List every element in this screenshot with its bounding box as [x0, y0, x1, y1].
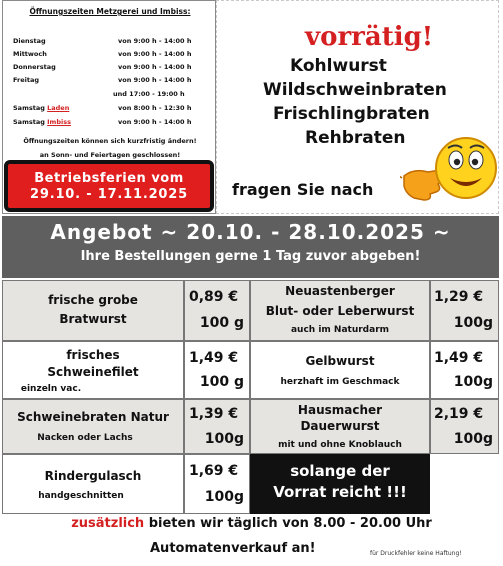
vending-machine-line: Automatenverkauf an! [150, 541, 316, 556]
offer-price-cell [430, 341, 499, 399]
hours-day-thursday: Donnerstag [13, 63, 56, 71]
offer-note: herzhaft im Geschmack [280, 377, 400, 387]
offer-note: handgeschnitten [38, 491, 124, 501]
offer-price: 1,69 € [189, 463, 239, 479]
offer-unit: 100 g [199, 374, 244, 390]
hours-day-wednesday: Mittwoch [13, 50, 47, 58]
hours-title: Öffnungszeiten Metzgerei und Imbiss: [29, 7, 191, 16]
misprint-disclaimer: für Druckfehler keine Haftung! [370, 550, 462, 557]
vacation-notice [4, 160, 214, 212]
offer-name-cell [2, 280, 184, 341]
hours-day-tuesday: Dienstag [13, 37, 46, 45]
offer-name-line2: Dauerwurst [300, 419, 380, 433]
offer-price-cell [184, 280, 250, 341]
offer-price-cell [184, 341, 250, 399]
offer-name: Rindergulasch [44, 469, 142, 483]
offer-banner [2, 216, 499, 278]
hours-saturday-shop [13, 104, 69, 112]
hours-time-thursday: von 9:00 h - 14:00 h [118, 63, 192, 71]
offer-price-cell [184, 454, 250, 514]
offer-price-cell [184, 399, 250, 454]
offer-note: einzeln vac. [20, 384, 82, 394]
offer-name: Hausmacher [297, 403, 383, 417]
hours-time-friday: von 9:00 h - 14:00 h [118, 76, 192, 84]
offer-price: 1,49 € [434, 350, 484, 366]
offer-price: 2,19 € [434, 406, 484, 422]
offer-price: 1,49 € [189, 350, 239, 366]
offer-name-line2: Blut- oder Leberwurst [265, 304, 415, 318]
offer-name-cell [2, 399, 184, 454]
saturday-label: Samstag [13, 118, 45, 126]
offer-price: 0,89 € [189, 289, 239, 305]
hours-time-saturday-shop: von 8:00 h - 12:30 h [118, 104, 192, 112]
saturday-label: Samstag [13, 104, 45, 112]
stock-item-frischlingbraten: Frischlingbraten [273, 104, 430, 124]
offer-note: mit und ohne Knoblauch [278, 440, 402, 450]
offer-note: Nacken oder Lachs [37, 433, 133, 443]
while-stocks-last-line1: solange der [290, 462, 390, 480]
offer-price-cell [430, 280, 499, 341]
offer-name: frische grobe [48, 293, 138, 307]
vacation-title: Betriebsferien vom [34, 171, 184, 186]
snackbar-label: Imbiss [47, 118, 71, 126]
offer-unit: 100 g [199, 315, 244, 331]
hours-closed-note: an Sonn- und Feiertagen geschlossen! [39, 151, 181, 159]
offer-unit: 100g [204, 431, 244, 447]
hours-change-note: Öffnungszeiten können sich kurzfristig ändern! [23, 137, 197, 145]
ask-for-it-text: fragen Sie nach [232, 180, 374, 199]
while-stocks-last-line2: Vorrat reicht !!! [273, 483, 407, 501]
offer-note: auch im Naturdarm [290, 325, 390, 335]
stock-item-rehbraten: Rehbraten [305, 128, 406, 148]
offer-unit: 100g [453, 431, 493, 447]
offer-name-cell [250, 280, 430, 341]
offer-unit: 100g [204, 489, 244, 505]
hours-saturday-snackbar [13, 118, 71, 126]
while-stocks-last-box [250, 454, 430, 514]
offer-name-line2: Bratwurst [59, 312, 127, 326]
vacation-dates: 29.10. - 17.11.2025 [30, 187, 188, 202]
offer-subtitle: Ihre Bestellungen gerne 1 Tag zuvor abgeben! [80, 249, 421, 264]
offer-name: Gelbwurst [305, 354, 375, 368]
hours-time-wednesday: von 9:00 h - 14:00 h [118, 50, 192, 58]
offer-unit: 100g [453, 315, 493, 331]
offer-name: Neuastenberger [285, 284, 395, 298]
hours-friday-evening: und 17:00 - 19:00 h [113, 90, 185, 98]
vending-hours-text: bieten wir täglich von 8.00 - 20.00 Uhr [144, 516, 432, 531]
offer-name-cell [2, 454, 184, 514]
offer-price: 1,39 € [189, 406, 239, 422]
pointing-smiley-icon [400, 128, 500, 206]
offer-name-cell [250, 399, 430, 454]
offer-price: 1,29 € [434, 289, 484, 305]
hours-time-tuesday: von 9:00 h - 14:00 h [118, 37, 192, 45]
hours-day-friday: Freitag [13, 76, 40, 84]
offer-unit: 100g [453, 374, 493, 390]
offer-name: Schweinebraten Natur [17, 410, 169, 424]
in-stock-heading: vorrätig! [305, 22, 434, 52]
offer-name-cell [250, 341, 430, 399]
offer-title: Angebot ~ 20.10. - 28.10.2025 ~ [50, 220, 451, 244]
hours-time-saturday-snackbar: von 9:00 h - 14:00 h [118, 118, 192, 126]
stock-item-wildschweinbraten: Wildschweinbraten [263, 80, 447, 100]
offer-price-cell [430, 399, 499, 454]
additionally-label: zusätzlich [71, 516, 145, 531]
stock-item-kohlwurst: Kohlwurst [290, 56, 387, 76]
shop-label: Laden [47, 104, 70, 112]
offer-name-line2: Schweinefilet [47, 365, 139, 379]
vending-hours-line [0, 516, 503, 531]
offer-name-cell [2, 341, 184, 399]
offer-name: frisches [66, 348, 120, 362]
